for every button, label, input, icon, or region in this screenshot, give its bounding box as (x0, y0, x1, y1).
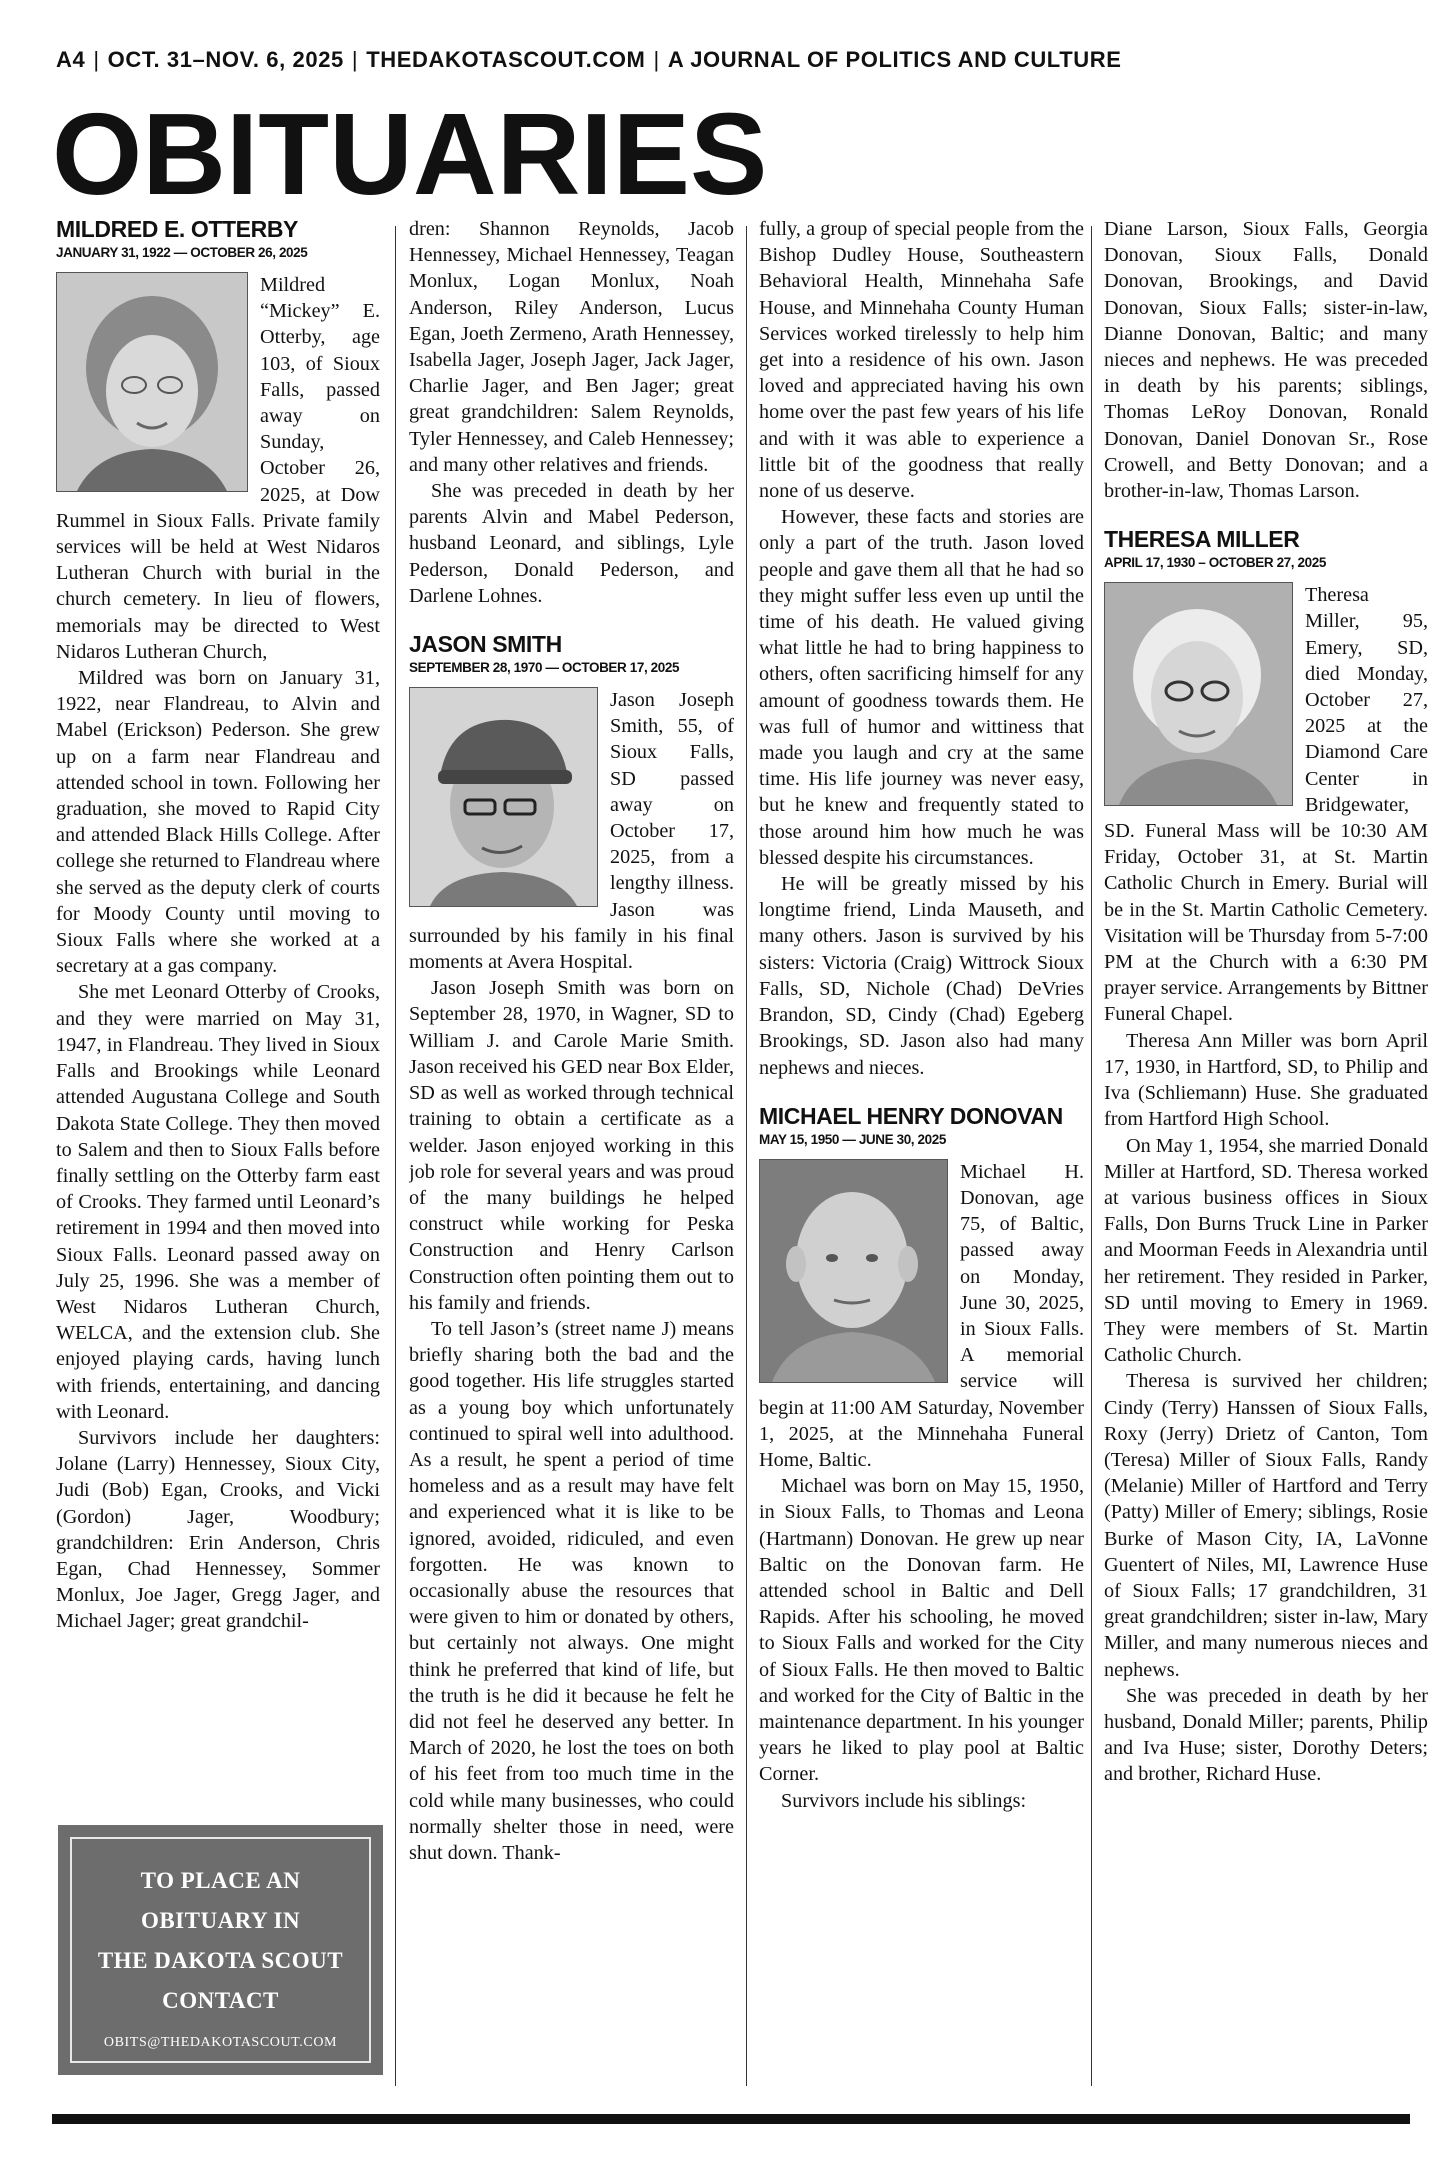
obit-paragraph: She was preceded in death by her parents Alvin and Mabel Pederson, husband Leonard, and siblings, Lyle Pederson, Donald Pederson, and Darlene Lohnes. (409, 480, 734, 607)
obit-paragraph: dren: Shannon Reynolds, Jacob Hennessey, Michael Hennessey, Teagan Monlux, Logan Monlux, Noah Anderson, Riley Anderson, Lucus Egan, Joeth Zermeno, Arath Hennessey, Isabella Jager, Joseph Jager, Jack Jager, Charlie Jager, and Ben Jager; great great grandchildren: Salem Reynolds, Tyler Hennessey, and Caleb Hennessey; and many other relatives and friends. (409, 218, 734, 476)
obit-dates-smith: SEPTEMBER 28, 1970 — OCTOBER 17, 2025 (409, 660, 680, 676)
obit-paragraph: fully, a group of special people from the Bishop Dudley House, Southeastern Behavioral Health, Minnehaha Safe House, and Minnehaha County Human Services worked tirelessly to help him get into a residence of his own. Jason loved and appreciated having his own home over the past few years of his life and with it was able to experience a little bit of the goodness that really none of us deserve. (759, 218, 1084, 503)
portrait-photo-miller (1104, 582, 1293, 806)
obits-email-link[interactable]: OBITS@THEDAKOTASCOUT.COM (103, 2035, 338, 2050)
obit-paragraph: She was preceded in death by her husband, Donald Miller; parents, Philip and Iva Huse; sister, Dorothy Deters; and brother, Richard Huse. (1104, 1684, 1428, 1786)
divider: | (93, 47, 100, 72)
column-4 (1104, 216, 1428, 2096)
obit-dates-miller: APRIL 17, 1930 – OCTOBER 27, 2025 (1104, 555, 1326, 571)
column-2 (409, 216, 734, 2096)
column-1 (56, 216, 380, 2096)
obit-paragraph: Mildred “Mickey” E. Otterby, age 103, of Sioux Falls, passed away on Sunday, October 26, 2025, at Dow Rummel in Sioux Falls. Private family services will be held at West Nidaros Lutheran Church with burial in the church cemetery. In lieu of flowers, memorials may be directed to West Nidaros Lutheran Church, (56, 274, 380, 663)
obit-paragraph: To tell Jason’s (street name J) means briefly sharing both the bad and the good together. His life struggles started as a young boy which unfortunately continued to spiral well into adulthood. As a result, he spent a period of time homeless and as a result may have felt and experienced what it is like to be ignored, avoided, ridiculed, and even forgotten. He was known to occasionally abuse the resources that were given to him or donated by others, but certainly not always. One might think he preferred that kind of life, but the truth is he did it because he felt he did not feel he deserved any better. In March of 2020, he lost the toes on both of his feet from too much time in the cold while many businesses, who could normally shelter those in need, were shut down. Thank- (409, 1317, 734, 1864)
obit-paragraph: Jason Joseph Smith was born on September 28, 1970, in Wagner, SD to William J. and Carole Marie Smith. Jason received his GED near Box Elder, SD as well as worked through technical training to obtain a certificate as a welder. Jason enjoyed working in this job role for several years and was proud of the many buildings he helped construct while working for Peska Construction and Henry Carlson Construction often pointing them out to his family and friends. (409, 977, 734, 1314)
column-rule (746, 226, 747, 2086)
promo-frame (70, 1837, 371, 2063)
column-rule (395, 226, 396, 2086)
divider: | (351, 47, 359, 72)
obit-name-donovan: MICHAEL HENRY DONOVAN (759, 1102, 1063, 1129)
promo-line: OBITUARY IN (140, 1908, 301, 1933)
header-line (56, 47, 1122, 73)
obit-name-otterby: MILDRED E. OTTERBY (56, 216, 298, 242)
issue-dates: OCT. 31–NOV. 6, 2025 (107, 47, 344, 72)
obit-paragraph: Survivors include her daughters: Jolane (Larry) Hennessey, Sioux City, Judi (Bob) Egan, Crooks, and Vicki (Gordon) Jager, Woodbury; grandchildren: Erin Anderson, Chris Egan, Chad Hennessey, Sommer Monlux, Joe Jager, Gregg Jager, and Michael Jager; great grandchil- (56, 1426, 380, 1633)
obit-paragraph: Michael was born on May 15, 1950, in Sioux Falls, to Thomas and Leona (Hartmann) Donovan. He grew up near Baltic on the Donovan farm. He attended school in Baltic and Dell Rapids. After his schooling, he moved to Sioux Falls and worked for the City of Sioux Falls. He then moved to Baltic and worked for the City of Baltic in the maintenance department. In his younger years he liked to play pool at Baltic Corner. (759, 1475, 1084, 1786)
obit-paragraph: Theresa Miller, 95, Emery, SD, died Monday, October 27, 2025 at the Diamond Care Center in Bridgewater, SD. Funeral Mass will be 10:30 AM Friday, October 31, at St. Martin Catholic Church in Emery. Burial will be in the St. Martin Catholic Cemetery. Visitation will be Thursday from 5-7:00 PM at the Church with a 6:30 PM prayer service. Arrangements by Bittner Funeral Chapel. (1104, 584, 1428, 1026)
divider: | (653, 47, 660, 72)
obit-paragraph: Survivors include his siblings: (781, 1789, 1027, 1812)
obit-paragraph: On May 1, 1954, she married Donald Miller at Hartford, SD. Theresa worked at various business offices in Sioux Falls, Don Burns Truck Line in Parker and Moorman Feeds in Alexandria until her retirement. They resided in Parker, SD until moving to Emery in 1969. They were members of St. Martin Catholic Church. (1104, 1134, 1428, 1367)
obit-dates-donovan: MAY 15, 1950 — JUNE 30, 2025 (759, 1131, 946, 1147)
obit-paragraph: Diane Larson, Sioux Falls, Georgia Donovan, Sioux Falls, Donald Donovan, Brookings, and David Donovan, Sioux Falls; sister-in-law, Dianne Donovan, Baltic; and many nieces and nephews. He was preceded in death by his parents; siblings, Thomas LeRoy Donovan, Ronald Donovan, Daniel Donovan Sr., Rose Crowell, and Betty Donovan; and a brother-in-law, Thomas Larson. (1104, 218, 1428, 503)
portrait-photo-smith (409, 687, 598, 907)
obit-paragraph: He will be greatly missed by his longtime friend, Linda Mauseth, and many others. Jason is survived by his sisters: Victoria (Craig) Wittrock Sioux Falls, SD, Nichole (Chad) DeVries Brandon, SD, Cindy (Chad) Egeberg Brookings, SD. Jason also had many nephews and nieces. (759, 873, 1084, 1079)
promo-line: CONTACT (162, 1988, 279, 2013)
obit-name-smith: JASON SMITH (409, 631, 562, 658)
obit-paragraph: Michael H. Donovan, age 75, of Baltic, passed away on Monday, June 30, 2025, in Sioux Falls. A memorial service will begin at 11:00 AM Saturday, November 1, 2025, at the Minnehaha Funeral Home, Baltic. (759, 1160, 1084, 1471)
obit-dates-otterby: JANUARY 31, 1922 — OCTOBER 26, 2025 (56, 245, 308, 260)
obit-paragraph: She met Leonard Otterby of Crooks, and they were married on May 31, 1947, in Flandreau. They lived in Sioux Falls and Brookings while Leonard attended Augustana College and South Dakota State College. They then moved to Salem and then to Sioux Falls before finally settling on the Otterby farm east of Crooks. They farmed until Leonard’s retirement in 1994 and then moved into Sioux Falls. Leonard passed away on July 25, 1996. She was a member of West Nidaros Lutheran Church, WELCA, and the extension club. She enjoyed playing cards, having lunch with friends, entertaining, and dancing with Leonard. (56, 981, 380, 1423)
column-3 (759, 216, 1084, 2096)
obituary-contact-box (58, 1825, 383, 2075)
footer-rule (52, 2114, 1410, 2124)
section-title: OBITUARIES (52, 89, 768, 219)
promo-line: THE DAKOTA SCOUT (97, 1948, 344, 1973)
obit-name-miller: THERESA MILLER (1104, 526, 1300, 553)
obit-paragraph: Theresa is survived her children; Cindy (Terry) Hanssen of Sioux Falls, Roxy (Jerry) Drietz of Canton, Tom (Teresa) Miller of Sioux Falls, Randy (Melanie) Miller of Hartford and Terry (Patty) Miller of Emery; siblings, Rosie Burke of Mason City, IA, LaVonne Guentert of Niles, MI, Lawrence Huse of Sioux Falls; 17 grandchildren, 31 great grandchildren; sister in-law, Mary Miller, and many numerous nieces and nephews. (1104, 1370, 1428, 1681)
promo-line: TO PLACE AN (140, 1868, 301, 1893)
tagline: A JOURNAL OF POLITICS AND CULTURE (667, 47, 1122, 72)
portrait-photo-donovan (759, 1159, 948, 1383)
portrait-photo-otterby (56, 272, 248, 492)
obit-paragraph: Jason Joseph Smith, 55, of Sioux Falls, SD passed away on October 17, 2025, from a lengthy illness. Jason was surrounded by his family in his final moments at Avera Hospital. (409, 689, 734, 974)
obit-paragraph: Mildred was born on January 31, 1922, near Flandreau, to Alvin and Mabel (Erickson) Pederson. She grew up on a farm near Flandreau and attended school in town. Following her graduation, she moved to Rapid City and attended Black Hills College. After college she returned to Flandreau where she served as the deputy clerk of courts for Moody County until moving to Sioux Falls where she worked at a secretary at a gas company. (56, 667, 380, 978)
obit-paragraph: However, these facts and stories are only a part of the truth. Jason loved people and gave them all that he had so they might suffer less even up until the time of his death. He valued giving what little he had to bring happiness to others, often sacrificing himself for any amount of goodness towards them. He was full of humor and wittiness that made you laugh and cry at the same time. His life journey was never easy, but he knew and frequently stated to those around him how much he was blessed despite his circumstances. (759, 506, 1084, 869)
page-number: A4 (56, 47, 86, 72)
column-rule (1091, 226, 1092, 2086)
obit-paragraph: Theresa Ann Miller was born April 17, 1930, in Hartford, SD, to Philip and Iva (Schliemann) Huse. She graduated from Hartford High School. (1104, 1029, 1428, 1131)
site-link[interactable]: THEDAKOTASCOUT.COM (366, 47, 646, 72)
